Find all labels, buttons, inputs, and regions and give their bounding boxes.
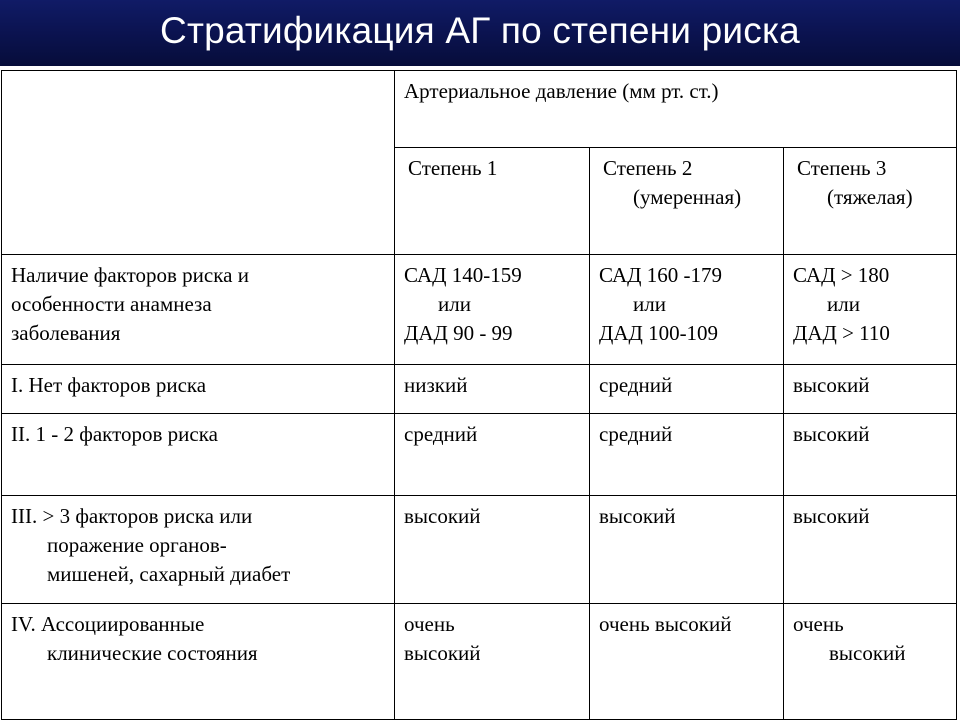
risk-value: очень [404, 612, 455, 636]
table-row [2, 604, 957, 720]
risk-value: низкий [404, 373, 468, 397]
risk-value: высокий [793, 422, 870, 446]
dad-range: ДАД > 110 [793, 321, 890, 345]
table-row [2, 255, 957, 365]
risk-stratification-table [1, 70, 957, 720]
sad-range: САД > 180 [793, 263, 890, 287]
row-label: мишеней, сахарный диабет [47, 562, 291, 586]
risk-cell [784, 365, 957, 414]
risk-cell [590, 496, 784, 604]
risk-cell [590, 414, 784, 496]
risk-value: средний [599, 373, 673, 397]
criteria-label-line: Наличие факторов риска и [11, 263, 249, 287]
row-label: поражение органов- [47, 533, 227, 557]
table-header-row [2, 71, 957, 148]
risk-cell [395, 604, 590, 720]
risk-value: высокий [404, 504, 481, 528]
table-row [2, 365, 957, 414]
risk-value: средний [404, 422, 478, 446]
degree-1-label: Степень 1 [408, 156, 498, 180]
slide-title: Стратификация АГ по степени риска [160, 10, 800, 51]
or-word: или [438, 292, 471, 316]
risk-cell [395, 496, 590, 604]
risk-value: очень высокий [599, 612, 732, 636]
slide-title-bar [0, 0, 960, 66]
or-word: или [633, 292, 666, 316]
row-label-cell [2, 496, 395, 604]
criteria-label-cell [2, 255, 395, 365]
risk-cell [590, 604, 784, 720]
row-label: II. 1 - 2 факторов риска [11, 422, 218, 446]
or-word: или [827, 292, 860, 316]
risk-cell [395, 414, 590, 496]
pressure-caption: Артериальное давление (мм рт. ст.) [404, 79, 719, 103]
degree-2-label: Степень 2 [603, 156, 693, 180]
degree-2-cell [590, 148, 784, 255]
criteria-degree-3-cell [784, 255, 957, 365]
row-label: IV. Ассоциированные [11, 612, 205, 636]
slide-body [0, 66, 960, 720]
row-label: клинические состояния [47, 641, 258, 665]
table-row [2, 414, 957, 496]
risk-value: высокий [404, 641, 481, 665]
degree-3-sublabel: (тяжелая) [827, 185, 913, 209]
row-label: III. > 3 факторов риска или [11, 504, 253, 528]
risk-value: очень [793, 612, 844, 636]
degree-2-sublabel: (умеренная) [633, 185, 742, 209]
risk-cell [784, 496, 957, 604]
degree-3-cell [784, 148, 957, 255]
risk-value: высокий [599, 504, 676, 528]
row-label: I. Нет факторов риска [11, 373, 207, 397]
criteria-degree-1-cell [395, 255, 590, 365]
row-label-cell [2, 604, 395, 720]
row-label-cell [2, 365, 395, 414]
pressure-caption-cell [395, 71, 957, 148]
risk-cell [784, 604, 957, 720]
empty-corner-cell [2, 71, 395, 255]
table-row [2, 496, 957, 604]
criteria-degree-2-cell [590, 255, 784, 365]
criteria-label-line: особенности анамнеза [11, 292, 212, 316]
dad-range: ДАД 90 - 99 [404, 321, 513, 345]
risk-value: средний [599, 422, 673, 446]
degree-3-label: Степень 3 [797, 156, 887, 180]
risk-cell [590, 365, 784, 414]
criteria-label-line: заболевания [11, 321, 121, 345]
risk-cell [395, 365, 590, 414]
risk-value: высокий [793, 373, 870, 397]
row-label-cell [2, 414, 395, 496]
risk-value: высокий [793, 504, 870, 528]
dad-range: ДАД 100-109 [599, 321, 719, 345]
sad-range: САД 160 -179 [599, 263, 722, 287]
risk-value: высокий [829, 641, 906, 665]
degree-1-cell [395, 148, 590, 255]
sad-range: САД 140-159 [404, 263, 522, 287]
risk-cell [784, 414, 957, 496]
